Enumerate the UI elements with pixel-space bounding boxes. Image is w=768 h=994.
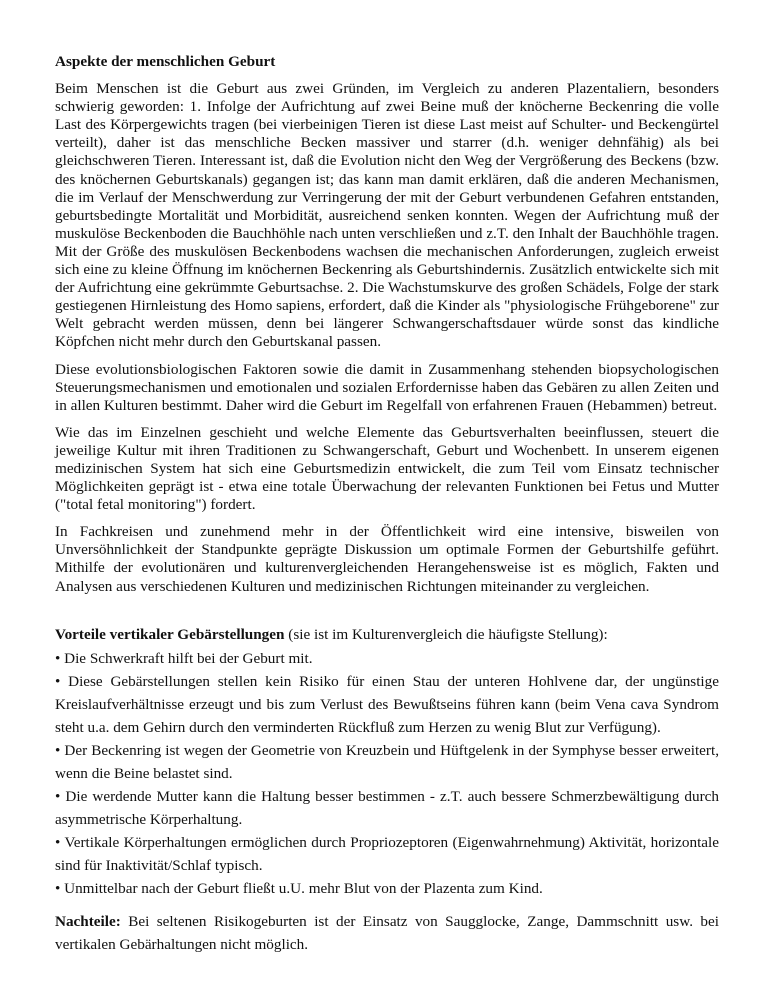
nachteile-label: Nachteile: bbox=[55, 912, 121, 930]
paragraph-culture: Wie das im Einzelnen geschieht und welche Elemente das Geburtsverhalten beeinflussen, steuert die jeweilige Kultur mit ihren Traditionen zu Schwangerschaft, Geburt und Wochenbett. In unserem eigenen medizinischen System hat sich eine Geburtsmedizin entwickelt, die zum Teil vom Einsatz technischer Möglichkeiten geprägt ist - etwa eine totale Überwachung der relevanten Funktionen bei Fetus und Mutter ("total fetal monitoring") fordert. bbox=[55, 423, 719, 514]
document-page bbox=[55, 53, 719, 956]
nachteile-paragraph bbox=[55, 910, 719, 956]
vorteile-heading bbox=[55, 623, 719, 646]
vorteile-section bbox=[55, 623, 719, 900]
bullet-item: • Die Schwerkraft hilft bei der Geburt mit. bbox=[55, 649, 313, 667]
bullet-item: • Der Beckenring ist wegen der Geometrie von Kreuzbein und Hüftgelenk in der Symphyse besser erweitert, wenn die Beine belastet sind. bbox=[55, 741, 719, 782]
nachteile-text: Bei seltenen Risikogeburten ist der Einsatz von Saugglocke, Zange, Dammschnitt usw. bei vertikalen Gebärhaltungen nicht möglich. bbox=[55, 912, 719, 953]
vorteile-heading-bold: Vorteile vertikaler Gebärstellungen bbox=[55, 625, 285, 643]
vorteile-heading-note: (sie ist im Kulturenvergleich die häufigste Stellung): bbox=[284, 625, 608, 643]
paragraph-evolution-factors: Diese evolutionsbiologischen Faktoren sowie die damit in Zusammenhang stehenden biopsychologischen Steuerungsmechanismen und emotionalen und sozialen Erfordernisse haben das Gebären zu allen Zeiten und in allen Kulturen bestimmt. Daher wird die Geburt im Regelfall von erfahrenen Frauen (Hebammen) betreut. bbox=[55, 360, 719, 414]
paragraph-discussion: In Fachkreisen und zunehmend mehr in der Öffentlichkeit wird eine intensive, bisweilen von Unversöhnlichkeit der Standpunkte geprägte Diskussion um optimale Formen der Geburtshilfe geführt. Mithilfe der evolutionären und kulturenvergleichenden Herangehensweise ist es möglich, Fakten und Analysen aus verschiedenen Kulturen und medizinischen Richtungen miteinander zu vergleichen. bbox=[55, 523, 719, 595]
document-title: Aspekte der menschlichen Geburt bbox=[55, 53, 276, 70]
bullet-item: • Diese Gebärstellungen stellen kein Risiko für einen Stau der unteren Hohlvene dar, der ungünstige Kreislaufverhältnisse erzeugt und bis zum Verlust des Bewußtseins führen kann (beim Vena cava Syndrom steht u.a. dem Gehirn durch den verminderten Rückfluß zum Herzen zu wenig Blut zur Verfügung). bbox=[55, 672, 719, 736]
paragraph-anatomy: Beim Menschen ist die Geburt aus zwei Gründen, im Vergleich zu anderen Plazentaliern, besonders schwierig geworden: 1. Infolge der Aufrichtung auf zwei Beine muß der knöcherne Beckenring die volle Last des Körpergewichts tragen (bei vierbeinigen Tieren ist diese Last meist auf Schulter- und Beckengürtel verteilt), daher ist das menschliche Becken massiver und starrer (d.h. weniger dehnfähig) als bei gleichschweren Tieren. Interessant ist, daß die Evolution nicht den Weg der Vergrößerung des Beckens (bzw. des knöchernen Geburtskanals) gegangen ist; das kann man damit erklären, daß die anderen Mechanismen, die im Verlauf der Menschwerdung zur Verringerung der mit der Geburt verbundenen Gefahren entstanden, geburtsbedingte Mortalität und Morbidität, ausreichend senken konnten. Wegen der Aufrichtung muß der muskulöse Beckenboden die Bauchhöhle nach unten verschließen und z.T. den Inhalt der Bauchhöhle tragen. Mit der Größe des muskulösen Beckenbodens wachsen die mechanischen Anforderungen, zugleich erweist sich eine zu kleine Öffnung im knöchernen Beckenring als Geburtshindernis. Zusätzlich entwickelte sich mit der Aufrichtung eine gekrümmte Geburtsachse. 2. Die Wachstumskurve des großen Schädels, Folge der stark gestiegenen Hirnleistung des Homo sapiens, erfordert, daß die Kinder als "physiologische Frühgeborene" zur Welt gebracht werden müssen, denn bei längerer Schwangerschaftsdauer würde sonst das kindliche Köpfchen nicht mehr durch den Geburtskanal passen. bbox=[55, 80, 719, 351]
bullet-item: • Unmittelbar nach der Geburt fließt u.U. mehr Blut von der Plazenta zum Kind. bbox=[55, 879, 543, 897]
bullet-item: • Die werdende Mutter kann die Haltung besser bestimmen - z.T. auch bessere Schmerzbewältigung durch asymmetrische Körperhaltung. bbox=[55, 787, 719, 828]
bullet-item: • Vertikale Körperhaltungen ermöglichen durch Propriozeptoren (Eigenwahrnehmung) Aktivität, horizontale sind für Inaktivität/Schlaf typisch. bbox=[55, 833, 719, 874]
